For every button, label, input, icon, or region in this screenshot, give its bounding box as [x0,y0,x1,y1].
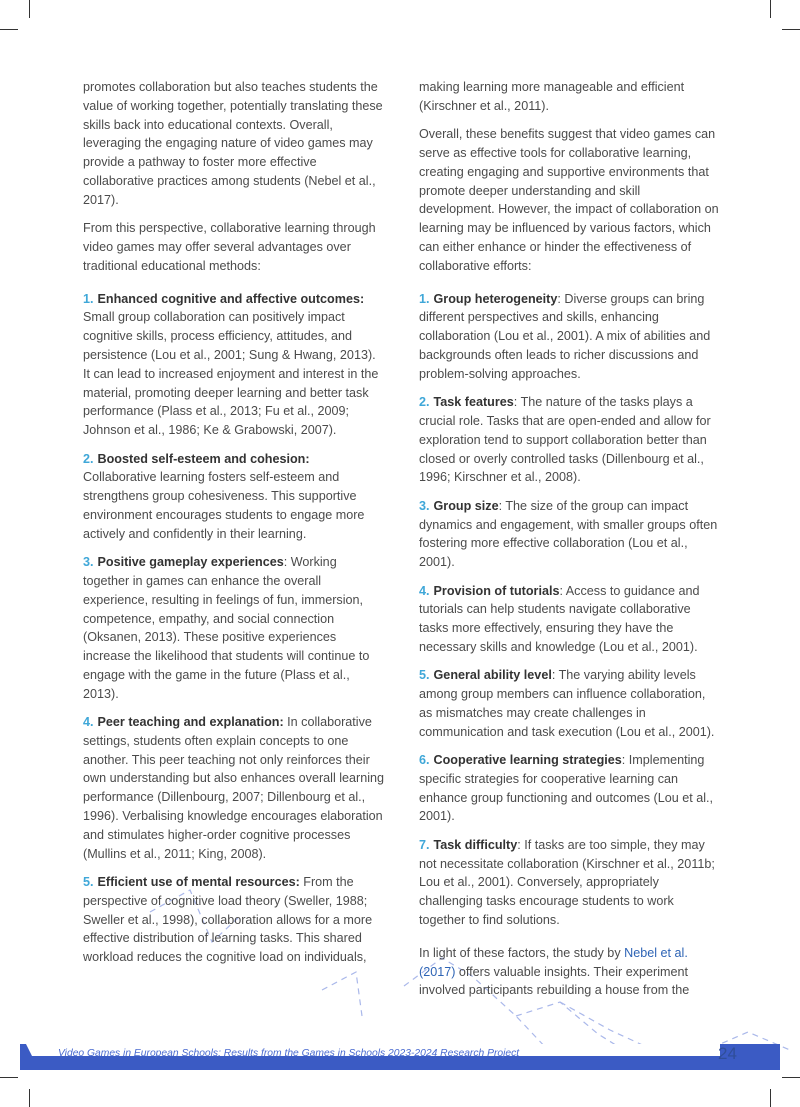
list-item [419,582,719,657]
paragraph: making learning more manageable and efficient (Kirschner et al., 2011). [419,80,685,113]
list-item [83,873,385,967]
list-item [419,666,719,741]
list-number: 1. [83,291,94,306]
citation-link[interactable]: Nebel et al. (2017) [419,945,688,979]
list-heading: Provision of tutorials [433,583,560,598]
crop-mark [770,1089,771,1107]
list-text: : Diverse groups can bring different perspectives and skills, enhancing collaboration (Lou et al., 2001). A mix of abilities and backgrounds often leads to richer discussions and problem-solving approaches. [419,291,711,381]
list-item [83,290,385,440]
list-number: 3. [419,498,430,513]
crop-mark [0,29,18,30]
list-text: Small group collaboration can positively impact cognitive skills, process efficiency, attitudes, and persistence (Lou et al., 2001; Sung & Hwang, 2013). It can lead to increased enjoyment and interest in the material, promoting deeper learning and better task performance (Plass et al., 2013; Fu et al., 2009; Johnson et al., 1986; Ke & Grabowski, 2007). [83,310,379,438]
list-item [83,450,385,544]
list-number: 4. [419,583,430,598]
list-item [419,836,719,930]
list-item [419,290,719,384]
list-heading: Cooperative learning strategies [433,753,622,768]
list-heading: Efficient use of mental resources: [97,875,300,890]
list-text: : Working together in games can enhance the overall experience, resulting in feelings of fun, immersion, competence, empathy, and social connection (Oksanen, 2013). These positive experiences increase the likelihood that students will continue to engage with the game in the future (Plass et al., 2013). [83,555,370,701]
list-text: : The nature of the tasks plays a crucial role. Tasks that are open-ended and allow for exploration tend to support collaboration better than closed or overly controlled tasks (Dillenbourg et al., 1996; Kirschner et al., 2008). [419,395,711,485]
list-heading: Group heterogeneity [433,291,558,306]
list-item [419,497,719,572]
paragraph: From this perspective, collaborative learning through video games may offer several advantages over traditional educational methods: [83,221,376,273]
list-number: 6. [419,753,430,768]
crop-mark [782,29,800,30]
list-text: : The size of the group can impact dynamics and engagement, with smaller groups often fostering more effective collaboration (Lou et al., 2001). [419,498,718,570]
paragraph: Overall, these benefits suggest that video games can serve as effective tools for collaborative learning, creating engaging and supportive environments that promote deeper understanding and skill development. However, the impact of collaboration on learning may be influenced by various factors, which can either enhance or hinder the effectiveness of collaborative efforts: [419,127,719,273]
list-number: 3. [83,555,94,570]
list-text: : Access to guidance and tutorials can help students navigate collaborative tasks more effectively, ensuring they have the necessary skills and knowledge (Lou et al., 2001). [419,583,700,654]
list-text: : If tasks are too simple, they may not necessitate collaboration (Kirschner et al., 2011b; Lou et al., 2001). Conversely, appropriately challenging tasks encourage students to work together to find solutions. [419,837,715,928]
list-heading: Task features [433,395,514,410]
list-number: 2. [419,395,430,410]
list-text: : The varying ability levels among group members can influence collaboration, as mismatches may create challenges in communication and task execution (Lou et al., 2001). [419,668,715,739]
paragraph [419,944,719,1000]
list-number: 4. [83,715,94,730]
list-text: From the perspective of cognitive load theory (Sweller, 1988; Sweller et al., 1998), collaboration allows for a more effective distribution of learning tasks. This shared workload reduces the cognitive load on individuals, [83,875,373,965]
list-heading: Enhanced cognitive and affective outcomes: [97,291,365,306]
list-heading: Task difficulty [433,837,518,852]
list-text: : Implementing specific strategies for cooperative learning can enhance group functioning and outcomes (Lou et al., 2001). [419,753,714,824]
crop-mark [782,1077,800,1078]
paragraph: promotes collaboration but also teaches students the value of working together, potentially translating these skills back into educational contexts. Overall, leveraging the engaging nature of video games may provide a pathway to foster more effective collaborative practices among students (Nebel et al., 2017). [83,80,383,207]
paragraph-text: In light of these factors, the study by [419,945,625,960]
list-number: 1. [419,291,430,306]
left-column [83,78,385,977]
right-column [419,78,719,1010]
paragraph-text: offers valuable insights. Their experiment involved participants rebuilding a house from the [419,964,690,998]
footer-title: Video Games in European Schools: Results from the Games in Schools 2023-2024 Research Project [58,1048,520,1059]
list-heading: Boosted self-esteem and cohesion: [97,451,310,466]
list-item [83,553,385,703]
list-heading: Group size [433,498,499,513]
list-number: 5. [419,668,430,683]
list-item [419,751,719,826]
crop-mark [0,1077,18,1078]
list-text: In collaborative settings, students often explain concepts to one another. This peer teaching not only reinforces their own understanding but also enhances overall learning performance (Dillenbourg, 2007; Dillenbourg et al., 1996). Verbalising knowledge encourages elaboration and stimulates higher-order cognitive processes (Mullins et al., 2011; King, 2008). [83,715,385,861]
list-item [83,713,385,863]
list-heading: General ability level [433,668,552,683]
list-number: 2. [83,451,94,466]
list-item [419,393,719,487]
crop-mark [770,0,771,18]
crop-mark [29,0,30,18]
page-number: 24 [718,1044,737,1063]
list-number: 7. [419,837,430,852]
crop-mark [29,1089,30,1107]
list-heading: Positive gameplay experiences [97,555,284,570]
list-heading: Peer teaching and explanation: [97,715,284,730]
list-text: Collaborative learning fosters self-esteem and strengthens group cohesiveness. This supportive environment encourages students to engage more actively and confidently in their learning. [83,470,365,541]
list-number: 5. [83,875,94,890]
